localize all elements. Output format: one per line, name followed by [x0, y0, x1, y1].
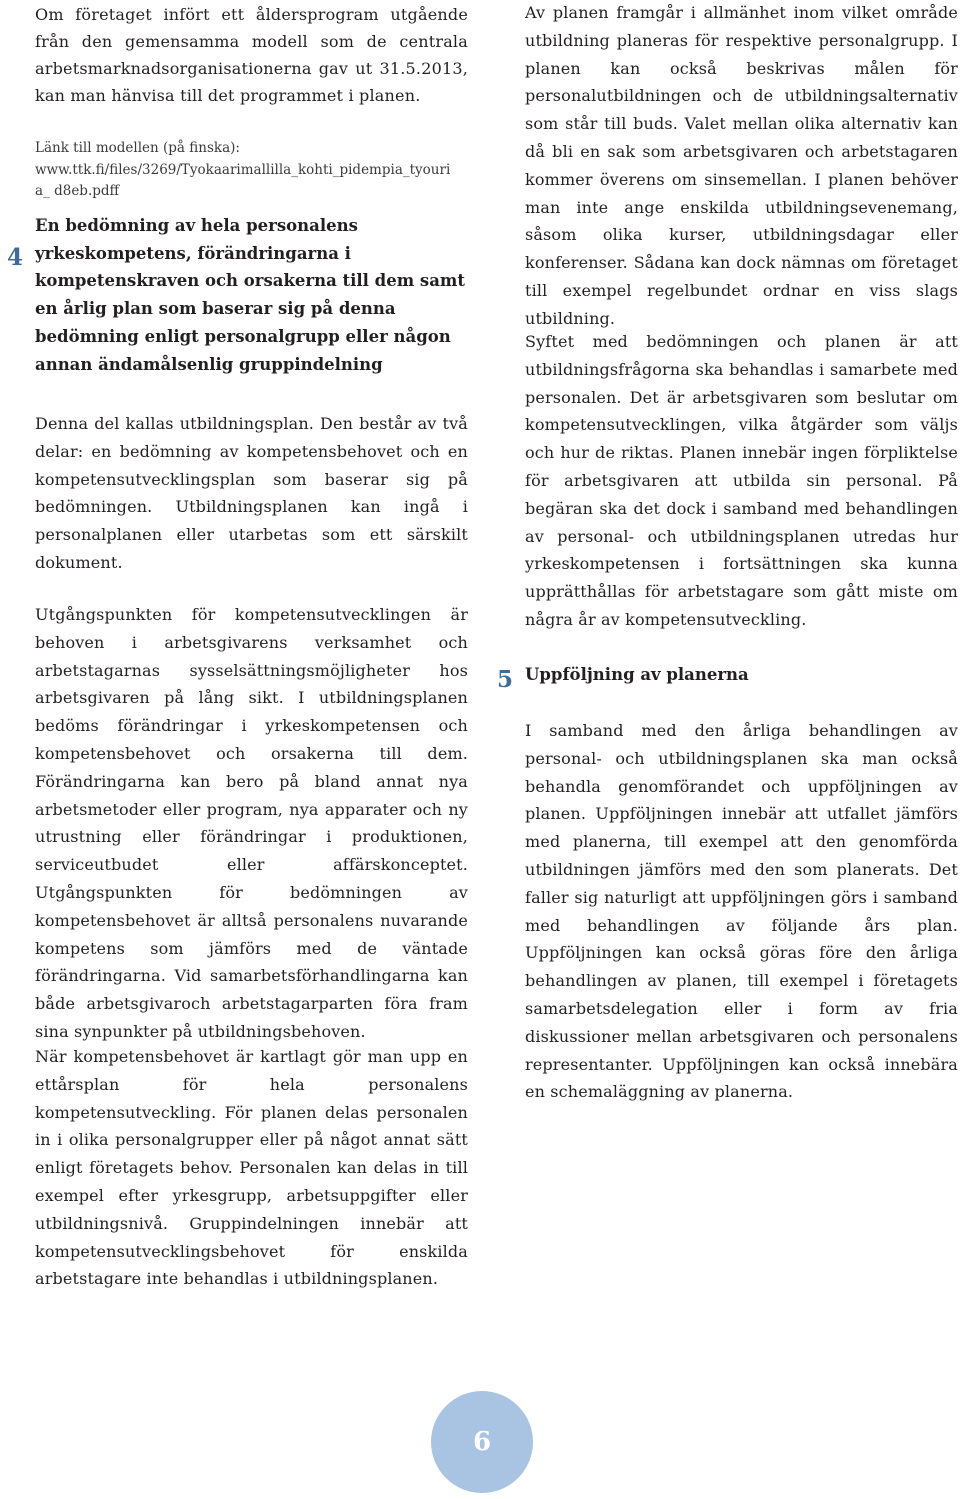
model-link[interactable]: www.ttk.fi/files/3269/Tyokaarimallilla_kohti_pidempia_tyouria_ d8eb.pdff: [35, 162, 451, 199]
section-5-number: 5: [497, 666, 514, 693]
section-5-heading: Uppföljning av planerna: [525, 665, 749, 684]
section-4-heading: En bedömning av hela personalens yrkeskompetens, förändringarna i kompetenskraven och orsakerna till dem samt en årlig plan som baserar sig på denna bedömning enligt personalgrupp eller någon annan ändamålsenlig gruppindelning: [35, 216, 465, 374]
left-paragraph-3: När kompetensbehovet är kartlagt gör man upp en ettårsplan för hela personalens kompetensutveckling. För planen delas personalen in i olika personalgrupper eller på något annat sätt enligt företagets behov. Personalen kan delas in till exempel efter yrkesgrupp, arbetsuppgifter eller utbildningsnivå. Gruppindelningen innebär att kompetensutvecklingsbehovet för enskilda arbetstagare inte behandlas i utbildningsplanen.: [35, 1047, 468, 1289]
left-paragraph-2: Utgångspunkten för kompetensutvecklingen är behoven i arbetsgivarens verksamhet och arbetstagarnas sysselsättningsmöjligheter hos arbetsgivaren på lång sikt. I utbildningsplanen bedöms förändringar i yrkeskompetensen och kompetensbehovet och orsakerna till dem. Förändringarna kan bero på bland annat nya arbetsmetoder eller program, nya apparater och ny utrustning eller förändringar i produktionen, serviceutbudet eller affärskonceptet. Utgångspunkten för bedömningen av kompetensbehovet är alltså personalens nuvarande kompetens som jämförs med de väntade förändringarna. Vid samarbetsförhandlingarna kan både arbetsgivaroch arbetstagarparten föra fram sina synpunkter på utbildningsbehoven.: [35, 605, 468, 1041]
link-label: Länk till modellen (på finska):: [35, 140, 240, 156]
right-paragraph-2: Syftet med bedömningen och planen är att utbildningsfrågorna ska behandlas i samarbete med personalen. Det är arbetsgivaren som beslutar om kompetensutvecklingen, vilka åtgärder som väljs och hur de riktas. Planen innebär ingen förpliktelse för arbetsgivaren att utbilda sin personal. På begäran ska det dock i samband med behandlingen av personal- och utbildningsplanen utredas hur yrkeskompetensen i fortsättningen ska kunna upprätthållas för arbetstagare som gått miste om några år av kompetensutveckling.: [525, 332, 958, 629]
intro-paragraph: Om företaget infört ett åldersprogram utgående från den gemensamma modell som de centrala arbetsmarknadsorganisationerna gav ut 31.5.2013, kan man hänvisa till det programmet i planen.: [35, 5, 468, 105]
right-paragraph-1: Av planen framgår i allmänhet inom vilket område utbildning planeras för respektive personalgrupp. I planen kan också beskrivas målen för personalutbildningen och de utbildningsalternativ som står till buds. Valet mellan olika alternativ kan då bli en sak som arbetsgivaren och arbetstagaren kommer överens om sinsemellan. I planen behöver man inte ange enskilda utbildningsevenemang, såsom olika kurser, utbildningsdagar eller konferenser. Sådana kan dock nämnas om företaget till exempel regelbundet ordnar en viss slags utbildning.: [525, 3, 958, 328]
page-number: 6: [472, 1427, 492, 1457]
section-4-number: 4: [7, 244, 24, 271]
left-paragraph-1: Denna del kallas utbildningsplan. Den består av två delar: en bedömning av kompetensbehovet och en kompetensutvecklingsplan som baserar sig på bedömningen. Utbildningsplanen kan ingå i personalplanen eller utarbetas som ett särskilt dokument.: [35, 414, 468, 572]
page-number-badge: [431, 1391, 533, 1493]
right-paragraph-3: I samband med den årliga behandlingen av personal- och utbildningsplanen ska man också behandla genomförandet och uppföljningen av planen. Uppföljningen innebär att utfallet jämförs med planerna, till exempel att den genomförda utbildningen jämförs med den som planerats. Det faller sig naturligt att uppföljningen görs i samband med behandlingen av följande års plan. Uppföljningen kan också göras före den årliga behandlingen av planen, till exempel i företagets samarbetsdelegation eller i form av fria diskussioner mellan arbetsgivaren och personalens representanter. Uppföljningen kan också innebära en schemaläggning av planerna.: [525, 721, 958, 1102]
